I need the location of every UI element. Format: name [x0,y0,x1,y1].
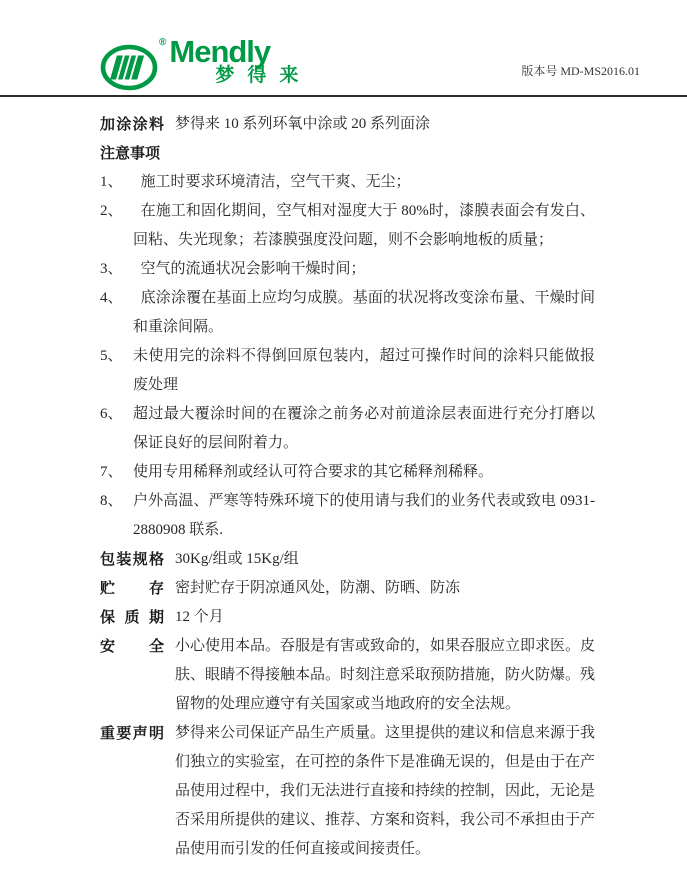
field-value: 梦得来公司保证产品生产质量。这里提供的建议和信息来源于我们独立的实验室，在可控的条件下是准确无误的，但是由于在产品使用过程中，我们无法进行直接和持续的控制，因此，无论是否采用所提供的建议、推荐、方案和资料，我公司不承担由于产品使用而引发的任何直接或间接责任。 [175,725,596,857]
mendly-emblem-icon [100,43,158,91]
field-value: 30Kg/组或 15Kg/组 [175,551,299,567]
field-row-safety [100,632,595,719]
note-item [100,255,595,284]
note-number: 5、 [100,348,123,364]
field-label: 加涂涂料 [100,116,164,133]
note-number: 7、 [100,464,123,480]
field-value: 小心使用本品。吞服是有害或致命的，如果吞服应立即求医。皮肤、眼睛不得接触本品。时刻注意采取预防措施，防火防爆。残留物的处理应遵守有关国家或当地政府的安全法规。 [175,638,596,712]
registered-mark: ® [159,37,167,48]
page-header [0,0,687,97]
field-label: 贮存 [100,580,164,597]
field-label: 重要声明 [100,725,164,742]
note-text: 使用专用稀释剂或经认可符合要求的其它稀释剂稀释。 [133,464,494,480]
note-number: 2、 [100,203,123,219]
note-text: 底涂涂覆在基面上应均匀成膜。基面的状况将改变涂布量、干燥时间和重涂间隔。 [133,290,595,335]
note-item [100,458,595,487]
brand-wordmark [169,34,312,87]
note-number: 8、 [100,493,123,509]
brand-name: Mendly [169,34,271,69]
note-number: 4、 [100,290,123,306]
field-row-topcoat [100,110,595,139]
notes-heading: 注意事项 [100,145,161,162]
note-item [100,197,595,255]
brand-name-cn: 梦得来 [215,65,312,86]
note-text: 空气的流通状况会影响干燥时间； [133,261,366,277]
field-row-storage [100,574,595,603]
field-value: 梦得来 10 系列环氧中涂或 20 系列面涂 [175,116,431,132]
note-text: 在施工和固化期间，空气相对湿度大于 80%时，漆膜表面会有发白、回粘、失光现象；若漆膜强度没问题，则不会影响地板的质量； [133,203,595,248]
note-number: 1、 [100,174,123,190]
note-text: 户外高温、严寒等特殊环境下的使用请与我们的业务代表或致电 0931-2880908 联系. [133,493,595,538]
note-number: 6、 [100,406,123,422]
field-label: 保质期 [100,609,164,626]
field-value: 12 个月 [175,609,224,625]
note-text: 超过最大覆涂时间的在覆涂之前务必对前道涂层表面进行充分打磨以保证良好的层间附着力。 [133,406,595,451]
version-label: 版本号 MD-MS2016.01 [521,64,640,78]
note-item [100,284,595,342]
note-text: 施工时要求环境清洁，空气干爽、无尘； [133,174,411,190]
brand-logo [100,34,312,91]
note-item [100,487,595,545]
note-item [100,400,595,458]
field-row-shelf-life [100,603,595,632]
field-row-packaging [100,545,595,574]
note-item [100,168,595,197]
field-row-important-statement [100,719,595,864]
note-item [100,342,595,400]
field-label: 包装规格 [100,551,164,568]
note-number: 3、 [100,261,123,277]
field-value: 密封贮存于阴凉通风处，防潮、防晒、防冻 [175,580,461,596]
doc-body [100,110,595,864]
note-text: 未使用完的涂料不得倒回原包装内，超过可操作时间的涂料只能做报废处理 [133,348,595,393]
field-label: 安全 [100,638,164,655]
